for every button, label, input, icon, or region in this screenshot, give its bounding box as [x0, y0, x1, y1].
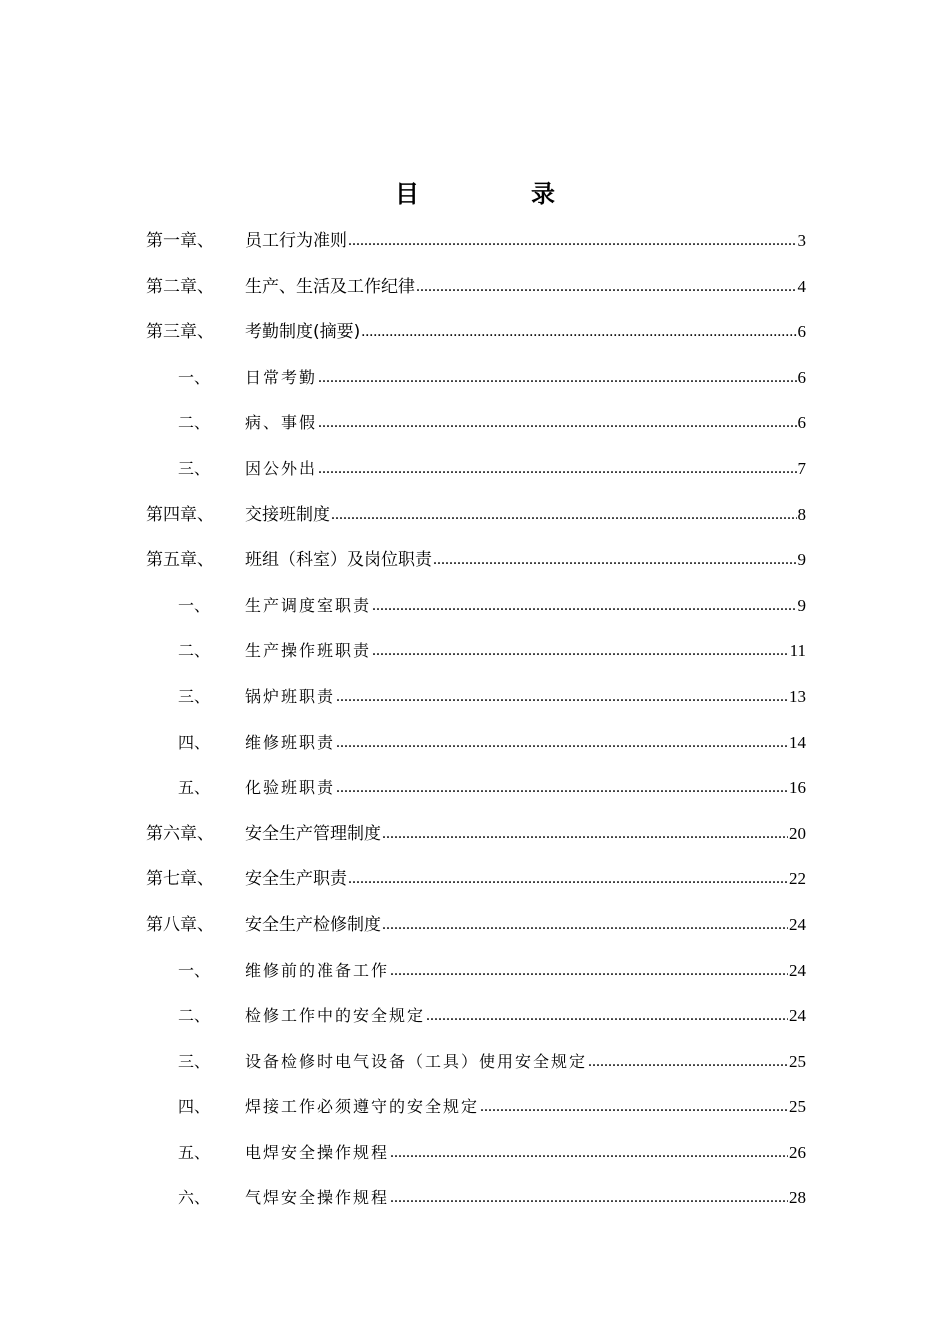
toc-dot-leader — [416, 264, 797, 310]
toc-entry-title: 生产操作班职责 — [245, 641, 372, 661]
toc-section-entry[interactable] — [146, 1039, 806, 1085]
toc-section-entry[interactable] — [146, 1130, 806, 1176]
toc-entry-page-number: 24 — [789, 914, 806, 934]
toc-dot-leader — [318, 445, 796, 492]
toc-section-entry[interactable] — [146, 628, 806, 674]
toc-dot-leader — [480, 1083, 788, 1130]
toc-entry-page-number: 9 — [797, 550, 806, 570]
toc-entry-title: 气焊安全操作规程 — [245, 1188, 390, 1208]
toc-dot-leader — [390, 1174, 788, 1221]
toc-entry-page-number: 26 — [789, 1142, 806, 1162]
toc-entry-page-number: 14 — [789, 732, 806, 752]
toc-entry-title: 病、事假 — [245, 413, 318, 433]
toc-entry-number: 四、 — [178, 732, 211, 752]
toc-entry-number: 第一章、 — [146, 231, 214, 251]
toc-entry-number: 二、 — [178, 1006, 211, 1026]
toc-entry-number: 第三章、 — [146, 322, 214, 343]
toc-entry-page-number: 24 — [789, 960, 806, 980]
toc-section-entry[interactable] — [146, 720, 806, 766]
toc-chapter-entry[interactable] — [146, 811, 806, 857]
toc-dot-leader — [318, 354, 796, 401]
toc-chapter-entry[interactable] — [146, 218, 806, 264]
toc-entry-title: 化验班职责 — [245, 778, 336, 798]
toc-dot-leader — [382, 902, 788, 948]
toc-entry-page-number: 6 — [797, 322, 806, 342]
toc-entry-title: 日常考勤 — [245, 367, 318, 387]
toc-entry-number: 六、 — [178, 1188, 211, 1208]
toc-entry-title: 焊接工作必须遵守的安全规定 — [245, 1097, 480, 1117]
toc-entry-number: 二、 — [178, 413, 211, 433]
toc-chapter-entry[interactable] — [146, 309, 806, 355]
toc-section-entry[interactable] — [146, 1084, 806, 1130]
toc-entry-number: 三、 — [178, 1051, 211, 1071]
toc-entry-page-number: 9 — [797, 595, 806, 615]
toc-chapter-entry[interactable] — [146, 264, 806, 310]
toc-entry-title: 班组（科室）及岗位职责 — [245, 550, 432, 571]
toc-entry-number: 三、 — [178, 458, 211, 478]
toc-dot-leader — [336, 673, 788, 720]
toc-entry-page-number: 22 — [789, 869, 806, 889]
toc-entry-number: 一、 — [178, 595, 211, 615]
toc-section-entry[interactable] — [146, 583, 806, 629]
toc-entry-title: 维修前的准备工作 — [245, 960, 390, 980]
toc-entry-page-number: 25 — [789, 1051, 806, 1071]
toc-entry-page-number: 24 — [789, 1006, 806, 1026]
toc-entry-page-number: 25 — [789, 1097, 806, 1117]
toc-entry-title: 安全生产管理制度 — [245, 823, 381, 844]
table-of-contents — [146, 218, 806, 1221]
toc-dot-leader — [426, 992, 788, 1039]
toc-entry-page-number: 6 — [797, 367, 806, 387]
toc-entry-title: 安全生产职责 — [245, 869, 347, 890]
toc-entry-page-number: 3 — [797, 231, 806, 250]
toc-chapter-entry[interactable] — [146, 902, 806, 948]
toc-entry-title: 设备检修时电气设备（工具）使用安全规定 — [245, 1051, 588, 1071]
toc-dot-leader — [390, 1129, 788, 1176]
toc-dot-leader — [336, 764, 788, 811]
toc-entry-page-number: 6 — [797, 413, 806, 433]
toc-entry-number: 五、 — [178, 778, 211, 798]
toc-dot-leader — [336, 719, 788, 766]
toc-entry-page-number: 11 — [789, 641, 806, 661]
toc-entry-title: 交接班制度 — [245, 504, 330, 525]
toc-section-entry[interactable] — [146, 993, 806, 1039]
toc-entry-title: 锅炉班职责 — [245, 686, 336, 706]
toc-entry-page-number: 13 — [789, 686, 806, 706]
toc-entry-number: 二、 — [178, 641, 211, 661]
toc-entry-title: 考勤制度(摘要) — [245, 322, 361, 343]
toc-entry-title: 因公外出 — [245, 458, 318, 478]
toc-dot-leader — [318, 399, 796, 446]
toc-entry-number: 第二章、 — [146, 276, 214, 297]
toc-entry-page-number: 28 — [789, 1188, 806, 1208]
toc-entry-title: 安全生产检修制度 — [245, 914, 381, 935]
toc-section-entry[interactable] — [146, 446, 806, 492]
toc-entry-number: 第五章、 — [146, 550, 214, 571]
toc-entry-page-number: 4 — [797, 276, 806, 296]
toc-entry-number: 一、 — [178, 960, 211, 980]
toc-dot-leader — [348, 218, 797, 264]
toc-entry-number: 第四章、 — [146, 504, 214, 525]
toc-entry-number: 一、 — [178, 367, 211, 387]
toc-dot-leader — [372, 582, 796, 629]
toc-entry-number: 四、 — [178, 1097, 211, 1117]
toc-dot-leader — [390, 947, 788, 994]
toc-entry-number: 五、 — [178, 1142, 211, 1162]
toc-entry-title: 电焊安全操作规程 — [245, 1142, 390, 1162]
toc-chapter-entry[interactable] — [146, 537, 806, 583]
toc-entry-number: 第六章、 — [146, 823, 214, 844]
toc-section-entry[interactable] — [146, 765, 806, 811]
toc-entry-number: 第八章、 — [146, 914, 214, 935]
toc-entry-page-number: 7 — [797, 458, 806, 478]
toc-dot-leader — [372, 627, 789, 674]
toc-entry-page-number: 16 — [789, 778, 806, 798]
toc-chapter-entry[interactable] — [146, 492, 806, 538]
toc-section-entry[interactable] — [146, 355, 806, 401]
toc-entry-title: 生产、生活及工作纪律 — [245, 276, 415, 297]
toc-entry-number: 第七章、 — [146, 869, 214, 890]
toc-dot-leader — [331, 492, 797, 538]
toc-entry-page-number: 20 — [789, 823, 806, 843]
toc-section-entry[interactable] — [146, 948, 806, 994]
toc-section-entry[interactable] — [146, 400, 806, 446]
toc-dot-leader — [382, 811, 788, 857]
toc-section-entry[interactable] — [146, 1175, 806, 1221]
toc-dot-leader — [433, 537, 797, 583]
toc-entry-page-number: 8 — [797, 504, 806, 524]
toc-section-entry[interactable] — [146, 674, 806, 720]
toc-entry-title: 生产调度室职责 — [245, 595, 372, 615]
toc-dot-leader — [348, 856, 788, 902]
toc-entry-title: 检修工作中的安全规定 — [245, 1006, 426, 1026]
toc-dot-leader — [361, 309, 796, 355]
toc-dot-leader — [588, 1038, 788, 1085]
toc-entry-title: 维修班职责 — [245, 732, 336, 752]
toc-entry-title: 员工行为准则 — [245, 231, 347, 251]
page-title: 目 录 — [395, 180, 599, 208]
toc-entry-number: 三、 — [178, 686, 211, 706]
toc-chapter-entry[interactable] — [146, 856, 806, 902]
